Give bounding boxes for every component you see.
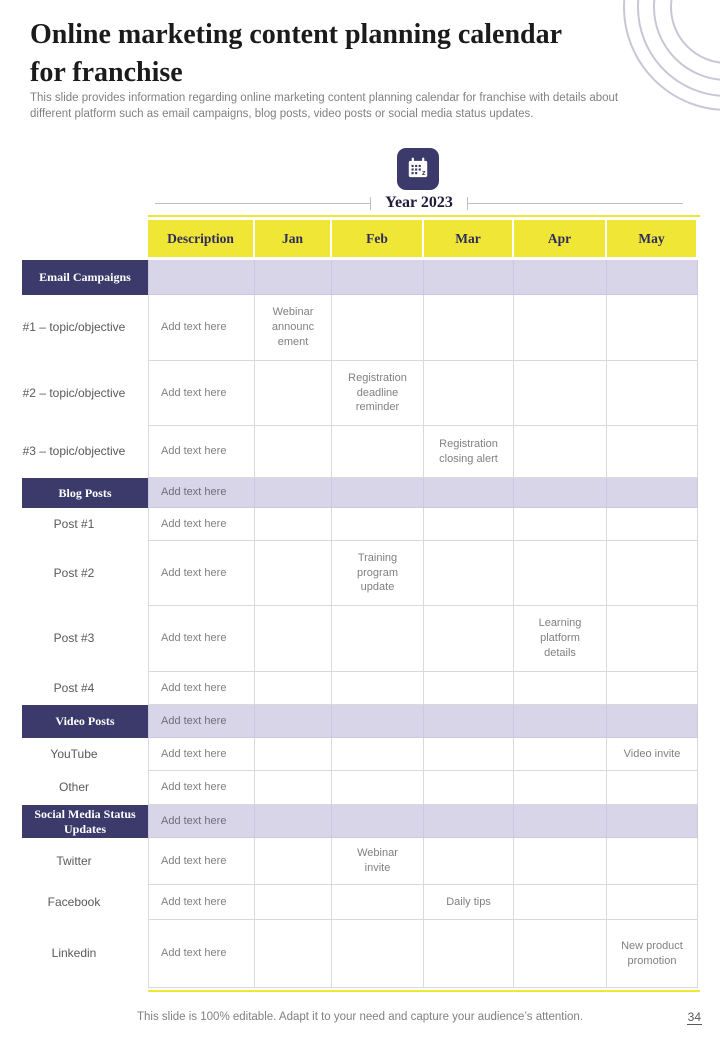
description-cell[interactable]: Add text here xyxy=(148,508,255,541)
month-cell[interactable] xyxy=(255,738,332,771)
month-cell[interactable] xyxy=(255,920,332,988)
month-cell[interactable] xyxy=(332,738,424,771)
section-header-chip: Video Posts xyxy=(22,705,148,738)
description-cell[interactable]: Add text here xyxy=(148,361,255,426)
section-row-label xyxy=(0,260,148,295)
month-cell[interactable] xyxy=(424,541,514,606)
month-cell[interactable] xyxy=(332,672,424,705)
month-cell[interactable] xyxy=(332,805,424,838)
month-cell[interactable] xyxy=(607,426,698,478)
month-cell[interactable]: Webinar announcement xyxy=(255,295,332,361)
header-cell-jan: Jan xyxy=(255,220,332,260)
month-cell[interactable] xyxy=(424,705,514,738)
month-cell[interactable] xyxy=(255,478,332,508)
month-cell[interactable] xyxy=(255,838,332,885)
month-cell[interactable] xyxy=(255,805,332,838)
month-cell[interactable] xyxy=(514,295,607,361)
month-cell[interactable] xyxy=(514,805,607,838)
table-corner xyxy=(0,220,148,260)
description-cell[interactable]: Add text here xyxy=(148,805,255,838)
row-label: Facebook xyxy=(0,885,148,920)
month-cell[interactable] xyxy=(424,920,514,988)
month-cell[interactable] xyxy=(332,885,424,920)
section-header-chip: Social Media Status Updates xyxy=(22,805,148,838)
row-label: #2 – topic/objective xyxy=(0,361,148,426)
calendar-icon xyxy=(397,148,439,190)
row-label: Linkedin xyxy=(0,920,148,988)
description-cell[interactable]: Add text here xyxy=(148,478,255,508)
month-cell[interactable] xyxy=(332,705,424,738)
divider-line xyxy=(155,203,370,204)
month-cell[interactable] xyxy=(424,295,514,361)
month-cell[interactable]: Daily tips xyxy=(424,885,514,920)
month-cell[interactable] xyxy=(607,805,698,838)
section-header-chip: Email Campaigns xyxy=(22,260,148,295)
month-cell[interactable]: Registration closing alert xyxy=(424,426,514,478)
header-cell-feb: Feb xyxy=(332,220,424,260)
row-label: Post #3 xyxy=(0,606,148,672)
month-cell[interactable]: New product promotion xyxy=(607,920,698,988)
month-cell[interactable] xyxy=(332,606,424,672)
row-label: Post #4 xyxy=(0,672,148,705)
year-header xyxy=(155,193,683,213)
divider-line xyxy=(468,203,683,204)
month-cell[interactable] xyxy=(607,541,698,606)
planning-table xyxy=(0,220,698,988)
month-cell[interactable]: Training program update xyxy=(332,541,424,606)
description-cell[interactable]: Add text here xyxy=(148,295,255,361)
section-row-label xyxy=(0,705,148,738)
year-label: Year 2023 xyxy=(385,194,453,211)
month-cell[interactable] xyxy=(607,478,698,508)
month-cell[interactable] xyxy=(514,838,607,885)
month-cell[interactable] xyxy=(424,361,514,426)
row-label: #3 – topic/objective xyxy=(0,426,148,478)
month-cell[interactable]: Registration deadline reminder xyxy=(332,361,424,426)
month-cell[interactable] xyxy=(332,295,424,361)
month-cell[interactable] xyxy=(514,260,607,295)
month-cell[interactable] xyxy=(424,771,514,805)
month-cell[interactable] xyxy=(255,361,332,426)
description-cell[interactable]: Add text here xyxy=(148,885,255,920)
row-label: Other xyxy=(0,771,148,805)
month-cell[interactable] xyxy=(255,541,332,606)
month-cell[interactable] xyxy=(514,541,607,606)
month-cell[interactable] xyxy=(255,260,332,295)
month-cell[interactable] xyxy=(424,508,514,541)
header-cell-mar: Mar xyxy=(424,220,514,260)
svg-text:z: z xyxy=(421,167,426,177)
header-cell-apr: Apr xyxy=(514,220,607,260)
description-cell[interactable]: Add text here xyxy=(148,738,255,771)
description-cell[interactable]: Add text here xyxy=(148,672,255,705)
month-cell[interactable]: Video invite xyxy=(607,738,698,771)
month-cell[interactable] xyxy=(607,885,698,920)
description-cell[interactable] xyxy=(148,260,255,295)
page-number: 34 xyxy=(687,1010,701,1024)
section-header-chip: Blog Posts xyxy=(22,478,148,508)
description-cell[interactable]: Add text here xyxy=(148,606,255,672)
row-label: Twitter xyxy=(0,838,148,885)
description-cell[interactable]: Add text here xyxy=(148,920,255,988)
month-cell[interactable] xyxy=(424,738,514,771)
month-cell[interactable] xyxy=(514,771,607,805)
month-cell[interactable] xyxy=(514,426,607,478)
month-cell[interactable] xyxy=(424,805,514,838)
header-cell-may: May xyxy=(607,220,698,260)
slide-subtitle: This slide provides information regarding online marketing content planning calendar for franchise with details about different platform such as email campaigns, blog posts, video posts or social media status updates. xyxy=(30,92,619,120)
month-cell[interactable] xyxy=(424,838,514,885)
month-cell[interactable] xyxy=(607,705,698,738)
month-cell[interactable] xyxy=(514,672,607,705)
month-cell[interactable]: Learning platform details xyxy=(514,606,607,672)
month-cell[interactable]: Webinar invite xyxy=(332,838,424,885)
month-cell[interactable] xyxy=(255,705,332,738)
month-cell[interactable] xyxy=(607,838,698,885)
description-cell[interactable]: Add text here xyxy=(148,426,255,478)
month-cell[interactable] xyxy=(607,771,698,805)
month-cell[interactable] xyxy=(255,672,332,705)
month-cell[interactable] xyxy=(332,920,424,988)
section-row-label xyxy=(0,478,148,508)
table-top-rule xyxy=(148,215,700,217)
month-cell[interactable] xyxy=(607,260,698,295)
table-bottom-rule xyxy=(148,990,700,992)
month-cell[interactable] xyxy=(424,672,514,705)
month-cell[interactable] xyxy=(332,426,424,478)
month-cell[interactable] xyxy=(424,606,514,672)
month-cell[interactable] xyxy=(255,771,332,805)
month-cell[interactable] xyxy=(607,295,698,361)
month-cell[interactable] xyxy=(607,361,698,426)
month-cell[interactable] xyxy=(514,705,607,738)
month-cell[interactable] xyxy=(424,260,514,295)
month-cell[interactable] xyxy=(424,478,514,508)
month-cell[interactable] xyxy=(514,508,607,541)
header-cell-description: Description xyxy=(148,220,255,260)
month-cell[interactable] xyxy=(255,508,332,541)
page-title: Online marketing content planning calendar for franchise xyxy=(30,19,563,88)
month-cell[interactable] xyxy=(607,672,698,705)
month-cell[interactable] xyxy=(607,508,698,541)
month-cell[interactable] xyxy=(332,478,424,508)
month-cell[interactable] xyxy=(514,361,607,426)
section-row-label xyxy=(0,805,148,838)
description-cell[interactable]: Add text here xyxy=(148,705,255,738)
month-cell[interactable] xyxy=(514,920,607,988)
row-label: YouTube xyxy=(0,738,148,771)
description-cell[interactable]: Add text here xyxy=(148,838,255,885)
month-cell[interactable] xyxy=(255,606,332,672)
row-label: #1 – topic/objective xyxy=(0,295,148,361)
month-cell[interactable] xyxy=(514,885,607,920)
month-cell[interactable] xyxy=(514,738,607,771)
month-cell[interactable] xyxy=(255,885,332,920)
description-cell[interactable]: Add text here xyxy=(148,541,255,606)
month-cell[interactable] xyxy=(255,426,332,478)
month-cell[interactable] xyxy=(514,478,607,508)
month-cell[interactable] xyxy=(332,771,424,805)
month-cell[interactable] xyxy=(332,508,424,541)
row-label: Post #1 xyxy=(0,508,148,541)
description-cell[interactable]: Add text here xyxy=(148,771,255,805)
row-label: Post #2 xyxy=(0,541,148,606)
month-cell[interactable] xyxy=(332,260,424,295)
month-cell[interactable] xyxy=(607,606,698,672)
footer-note: This slide is 100% editable. Adapt it to your need and capture your audience’s attention. xyxy=(136,1011,584,1023)
